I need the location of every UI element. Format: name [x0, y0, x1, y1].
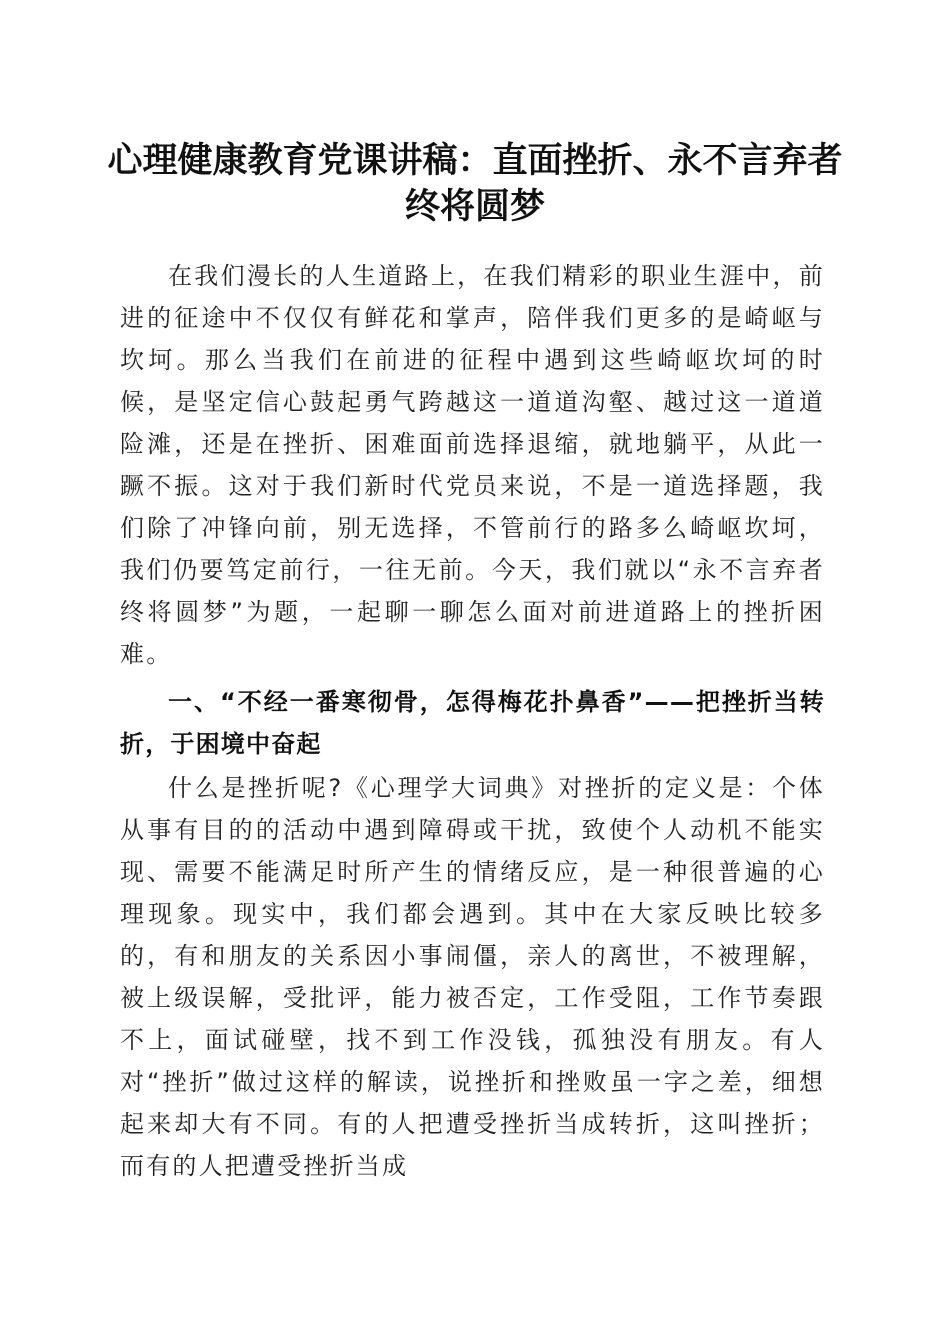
paragraph-intro: 在我们漫长的人生道路上，在我们精彩的职业生涯中，前进的征途中不仅仅有鲜花和掌声，陪伴我们更多的是崎岖与坎坷。那么当我们在前进的征程中遇到这些崎岖坎坷的时候，是坚定信心鼓起勇气跨越这一道道沟壑、越过这一道道险滩，还是在挫折、困难面前选择退缩，就地躺平，从此一蹶不振。这对于我们新时代党员来说，不是一道选择题，我们除了冲锋向前，别无选择，不管前行的路多么崎岖坎坷，我们仍要笃定前行，一往无前。今天，我们就以“永不言弃者终将圆梦”为题，一起聊一聊怎么面对前进道路上的挫折困难。: [120, 262, 825, 668]
document-title: 心理健康教育党课讲稿：直面挫折、永不言弃者终将圆梦: [107, 140, 843, 227]
section-heading-1: 一、“不经一番寒彻骨，怎得梅花扑鼻香”——把挫折当转折，于困境中奋起: [120, 688, 825, 758]
paragraph-section-1: 什么是挫折呢?《心理学大词典》对挫折的定义是：个体从事有目的的活动中遇到障碍或干扰，致使个人动机不能实现、需要不能满足时所产生的情绪反应，是一种很普遍的心理现象。现实中，我们都会遇到。其中在大家反映比较多的，有和朋友的关系因小事闹僵，亲人的离世，不被理解，被上级误解，受批评，能力被否定，工作受阻，工作节奏跟不上，面试碰壁，找不到工作没钱，孤独没有朋友。有人对“挫折”做过这样的解读，说挫折和挫败虽一字之差，细想起来却大有不同。有的人把遭受挫折当成转折，这叫挫折；而有的人把遭受挫折当成: [120, 774, 825, 1180]
document-body: [120, 255, 825, 1187]
